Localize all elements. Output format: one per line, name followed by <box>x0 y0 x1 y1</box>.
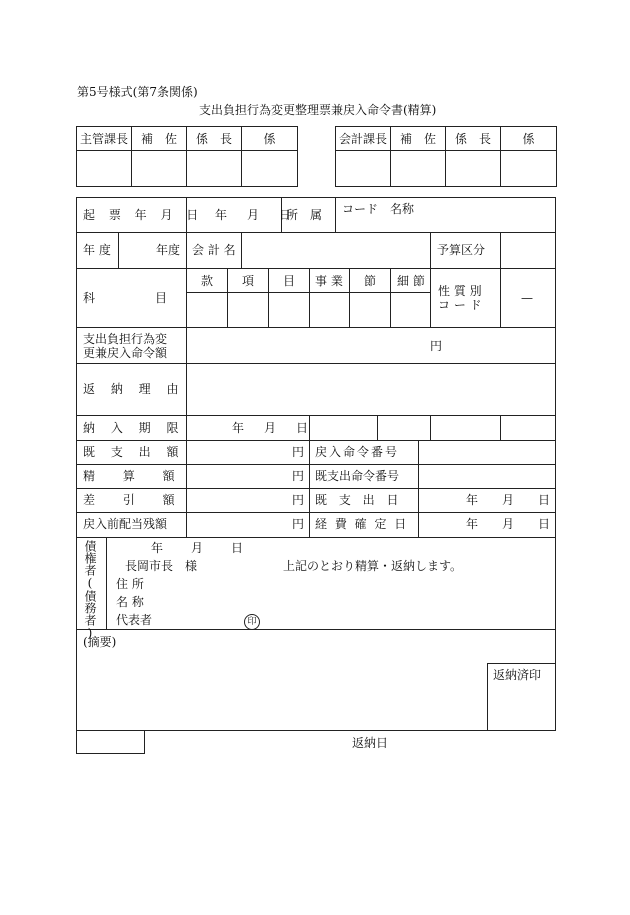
sabiki-gaku-label: 差 引 額 <box>83 493 187 507</box>
yen-unit: 円 <box>292 445 305 459</box>
mayor-address: 長岡市長 様 <box>125 559 198 573</box>
nendo-label: 年 度 <box>83 243 111 257</box>
kishi-gaku-label: 既 支 出 額 <box>83 445 185 459</box>
stamp-cell[interactable] <box>242 151 298 187</box>
tekiyo-field[interactable] <box>80 650 480 726</box>
stamp-cell[interactable] <box>77 151 132 187</box>
seal-icon <box>244 611 260 630</box>
keihi-kakutei-date: 年 月 日 <box>466 517 557 531</box>
stamp-cell[interactable] <box>187 151 242 187</box>
moku-label: 目 <box>283 274 296 288</box>
approval-table-left <box>76 126 298 187</box>
tekiyo-label: (摘要) <box>83 635 117 649</box>
statement-text: 上記のとおり精算・返納します。 <box>283 559 463 573</box>
approval-left-1: 補 佐 <box>132 127 187 151</box>
kaikei-mei-label: 会 計 名 <box>192 243 236 257</box>
saikensha-label: 債権者(債務者) <box>83 540 97 640</box>
shishutsu-label-2: 更兼戻入命令額 <box>83 346 168 360</box>
shozoku-label: 所 属 <box>286 208 323 222</box>
daihyo-label: 代表者 <box>116 613 153 627</box>
seishitsu-dash: — <box>521 291 533 305</box>
stamp-cell[interactable] <box>391 151 446 187</box>
approval-left-3: 係 <box>242 127 298 151</box>
nonyu-kigen-date: 年 月 日 <box>232 421 313 435</box>
seal-mark: 印 <box>244 614 260 630</box>
seishitsu-label-2: コ ー ド <box>438 298 482 312</box>
meisho-label: 名 称 <box>116 595 144 609</box>
seisan-gaku-label: 精 算 額 <box>83 469 187 483</box>
kishi-bango-label: 既支出命令番号 <box>315 469 400 483</box>
kan-label: 款 <box>201 274 214 288</box>
yen-unit: 円 <box>292 517 305 531</box>
return-date-box <box>76 730 145 754</box>
stamp-cell[interactable] <box>336 151 391 187</box>
code-name-label: コード 名称 <box>342 202 415 216</box>
henno-bi-label: 返納日 <box>352 736 389 750</box>
yen-unit: 円 <box>292 469 305 483</box>
kou-label: 項 <box>242 274 255 288</box>
stamp-cell[interactable] <box>501 151 557 187</box>
approval-left-2: 係 長 <box>187 127 242 151</box>
yen-unit: 円 <box>292 493 305 507</box>
seishitsu-label-1: 性 質 別 <box>438 284 482 298</box>
saikensha-date: 年 月 日 <box>151 541 252 555</box>
nonyu-kigen-label: 納 入 期 限 <box>83 421 185 435</box>
approval-right-3: 係 <box>501 127 557 151</box>
kaikei-mei-field[interactable] <box>245 236 425 264</box>
jigyo-label: 事 業 <box>315 274 343 288</box>
setsu-label: 節 <box>364 274 377 288</box>
form-title: 支出負担行為変更整理票兼戻入命令書(精算) <box>199 103 437 117</box>
shishutsu-label-1: 支出負担行為変 <box>83 332 168 346</box>
henno-zumi-label: 返納済印 <box>493 668 542 682</box>
kishi-bi-date: 年 月 日 <box>466 493 557 507</box>
approval-right-2: 係 長 <box>446 127 501 151</box>
approval-table-right <box>335 126 557 187</box>
kishi-bi-label: 既 支 出 日 <box>315 493 403 507</box>
stamp-cell[interactable] <box>446 151 501 187</box>
henno-riyu-label: 返 納 理 由 <box>83 382 185 396</box>
kihyo-date: 年 月 日 <box>215 208 296 222</box>
keihi-kakutei-label: 経 費 確 定 日 <box>315 517 409 531</box>
kihyo-label: 起 票 年 月 日 <box>83 208 204 222</box>
reinyu-bango-label: 戻入命令番号 <box>315 445 400 459</box>
code-name-field[interactable] <box>342 216 552 230</box>
nendo-suffix: 年度 <box>156 243 181 257</box>
henno-riyu-field[interactable] <box>190 366 552 412</box>
approval-right-1: 補 佐 <box>391 127 446 151</box>
jusho-label: 住 所 <box>116 577 144 591</box>
zangaku-label: 戻入前配当残額 <box>83 517 168 531</box>
form-number: 第5号様式(第7条関係) <box>77 85 198 99</box>
approval-right-0: 会計課長 <box>336 127 391 151</box>
yosan-kubun-label: 予算区分 <box>437 243 486 257</box>
stamp-cell[interactable] <box>132 151 187 187</box>
yen-unit: 円 <box>430 339 443 353</box>
approval-left-0: 主管課長 <box>77 127 132 151</box>
saisetsu-label: 細 節 <box>397 274 425 288</box>
kamoku-label: 科 目 <box>83 291 168 305</box>
